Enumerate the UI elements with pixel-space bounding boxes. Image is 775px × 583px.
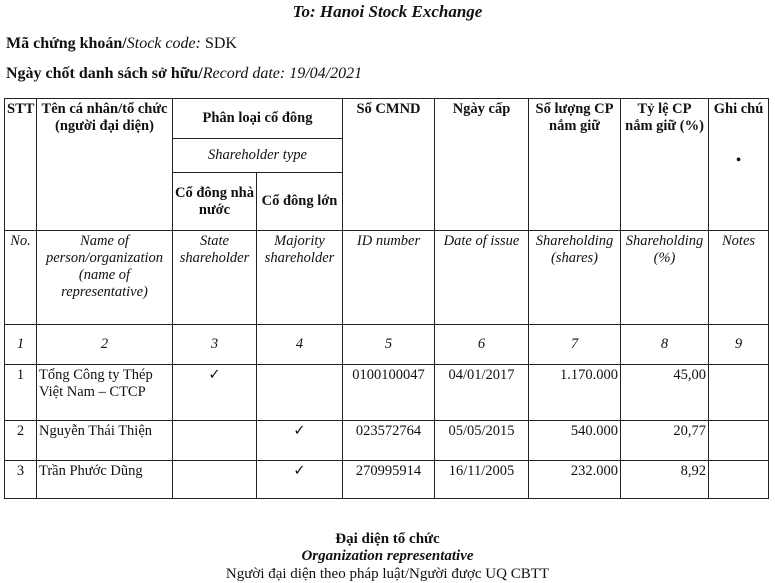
column-number: 9 <box>709 325 769 365</box>
notes-mark: • <box>736 153 741 168</box>
col-name-header-en: Name of person/organization (name of representative) <box>37 231 173 325</box>
stock-code-value: SDK <box>204 35 237 52</box>
row-id: 023572764 <box>343 421 435 461</box>
stock-code-label-en: Stock code: <box>126 35 201 52</box>
header-row-en <box>5 231 769 325</box>
column-number: 3 <box>173 325 257 365</box>
col-notes-label: Ghi chú <box>713 101 764 117</box>
column-number: 2 <box>37 325 173 365</box>
row-shares: 232.000 <box>529 461 621 499</box>
row-notes <box>709 461 769 499</box>
column-number: 6 <box>435 325 529 365</box>
column-number: 1 <box>5 325 37 365</box>
column-number: 5 <box>343 325 435 365</box>
stock-code-line <box>6 34 237 54</box>
signature-title-vi: Đại diện tổ chức <box>335 531 440 547</box>
row-id: 0100100047 <box>343 365 435 421</box>
shareholder-table <box>4 98 769 499</box>
row-shares: 1.170.000 <box>529 365 621 421</box>
row-major-check <box>257 365 343 421</box>
row-name: Trần Phước Dũng <box>37 461 173 499</box>
row-notes <box>709 365 769 421</box>
row-id: 270995914 <box>343 461 435 499</box>
row-notes <box>709 421 769 461</box>
column-number-row <box>5 325 769 365</box>
row-ratio: 45,00 <box>621 365 709 421</box>
col-state-header: Cổ đông nhà nước <box>173 173 257 231</box>
column-number: 7 <box>529 325 621 365</box>
column-number: 4 <box>257 325 343 365</box>
row-major-check: ✓ <box>257 421 343 461</box>
col-stt-header: STT <box>5 99 37 231</box>
col-notes-header-en: Notes <box>709 231 769 325</box>
row-state-check <box>173 421 257 461</box>
col-id-header: Số CMND <box>343 99 435 231</box>
col-name-header: Tên cá nhân/tổ chức (người đại diện) <box>37 99 173 231</box>
row-ratio: 8,92 <box>621 461 709 499</box>
col-type-group-header-en: Shareholder type <box>173 139 343 173</box>
column-number: 8 <box>621 325 709 365</box>
header-row-vi-1 <box>5 99 769 139</box>
record-date-label-en: Record date: 19/04/2021 <box>202 65 363 82</box>
table-row <box>5 461 769 499</box>
document-addressee: To: Hanoi Stock Exchange <box>292 2 483 21</box>
record-date-line <box>6 64 362 84</box>
col-id-header-en: ID number <box>343 231 435 325</box>
row-name: Tổng Công ty Thép Việt Nam – CTCP <box>37 365 173 421</box>
row-major-check: ✓ <box>257 461 343 499</box>
row-no: 1 <box>5 365 37 421</box>
col-issue-date-header-en: Date of issue <box>435 231 529 325</box>
row-shares: 540.000 <box>529 421 621 461</box>
col-major-header: Cổ đông lớn <box>257 173 343 231</box>
col-issue-date-header: Ngày cấp <box>435 99 529 231</box>
col-notes-header <box>709 99 769 231</box>
record-date-label-vi: Ngày chốt danh sách sở hữu/ <box>6 65 203 82</box>
table-row <box>5 365 769 421</box>
col-shares-header-en: Shareholding (shares) <box>529 231 621 325</box>
row-state-check: ✓ <box>173 365 257 421</box>
col-major-header-en: Majority shareholder <box>257 231 343 325</box>
col-ratio-header: Tỷ lệ CP nắm giữ (%) <box>621 99 709 231</box>
row-issue-date: 04/01/2017 <box>435 365 529 421</box>
col-ratio-header-en: Shareholding (%) <box>621 231 709 325</box>
row-no: 2 <box>5 421 37 461</box>
row-name: Nguyễn Thái Thiện <box>37 421 173 461</box>
row-issue-date: 16/11/2005 <box>435 461 529 499</box>
row-ratio: 20,77 <box>621 421 709 461</box>
signature-role: Người đại diện theo pháp luật/Người được UQ CBTT <box>225 566 550 582</box>
col-shares-header: Số lượng CP nắm giữ <box>529 99 621 231</box>
signature-title-en: Organization representative <box>301 548 474 564</box>
col-state-header-en: State shareholder <box>173 231 257 325</box>
row-state-check <box>173 461 257 499</box>
row-issue-date: 05/05/2015 <box>435 421 529 461</box>
col-type-group-header: Phân loại cổ đông <box>173 99 343 139</box>
table-row <box>5 421 769 461</box>
stock-code-label-vi: Mã chứng khoán/ <box>6 35 127 52</box>
col-no-header-en: No. <box>5 231 37 325</box>
row-no: 3 <box>5 461 37 499</box>
